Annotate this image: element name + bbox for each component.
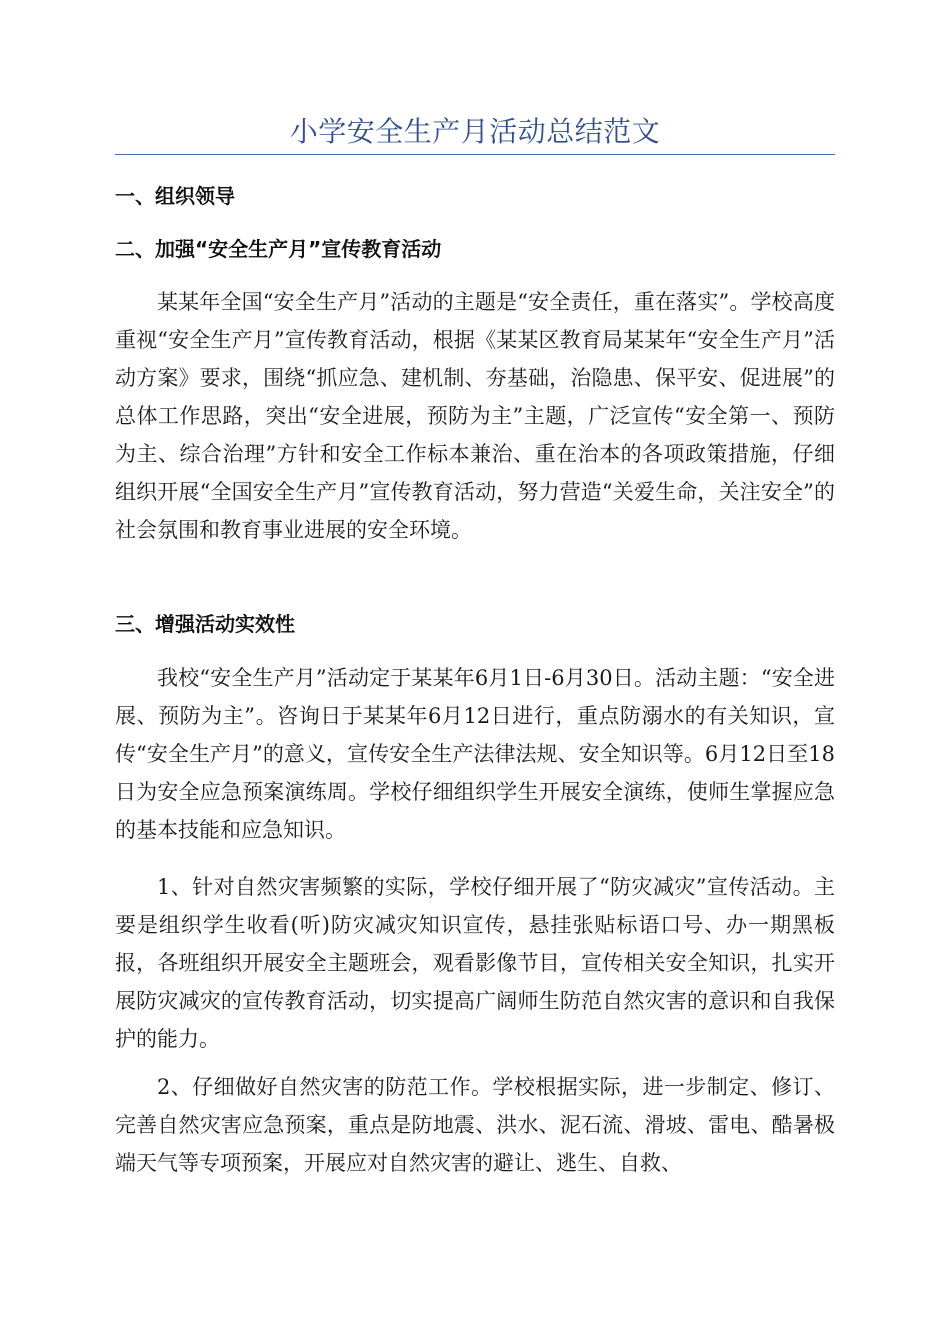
- paragraph-3: 1、针对自然灾害频繁的实际，学校仔细开展了“防灾减灾”宣传活动。主要是组织学生收看(听)防灾减灾知识宣传，悬挂张贴标语口号、办一期黑板报，各班组织开展安全主题班会，观看影像节目，宣传相关安全知识，扎实开展防灾减灾的宣传教育活动，切实提高广阔师生防范自然灾害的意识和自我保护的能力。: [115, 875, 835, 1051]
- title-divider: [115, 154, 835, 155]
- paragraph-4: 2、仔细做好自然灾害的防范工作。学校根据实际，进一步制定、修订、完善自然灾害应急预案，重点是防地震、洪水、泥石流、滑坡、雷电、酷暑极端天气等专项预案，开展应对自然灾害的避让、逃生、自救、: [115, 1075, 835, 1175]
- document-title: 小学安全生产月活动总结范文: [289, 115, 661, 148]
- section-heading-3: 三、增强活动实效性: [115, 612, 295, 636]
- paragraph-2: 我校“安全生产月”活动定于某某年6月1日-6月30日。活动主题：“安全进展、预防为主”。咨询日于某某年6月12日进行，重点防溺水的有关知识，宣传“安全生产月”的意义，宣传安全生产法律法规、安全知识等。6月12日至18日为安全应急预案演练周。学校仔细组织学生开展安全演练，使师生掌握应急的基本技能和应急知识。: [115, 666, 835, 842]
- section-heading-1: 一、组织领导: [115, 184, 235, 208]
- paragraph-1: 某某年全国“安全生产月”活动的主题是“安全责任，重在落实”。学校高度重视“安全生产月”宣传教育活动，根据《某某区教育局某某年“安全生产月”活动方案》要求，围绕“抓应急、建机制、夯基础，治隐患、保平安、促进展”的总体工作思路，突出“安全进展，预防为主”主题，广泛宣传“安全第一、预防为主、综合治理”方针和安全工作标本兼治、重在治本的各项政策措施，仔细组织开展“全国安全生产月”宣传教育活动，努力营造“关爱生命，关注安全”的社会氛围和教育事业进展的安全环境。: [115, 290, 835, 542]
- section-heading-2: 二、加强“安全生产月”宣传教育活动: [115, 237, 442, 261]
